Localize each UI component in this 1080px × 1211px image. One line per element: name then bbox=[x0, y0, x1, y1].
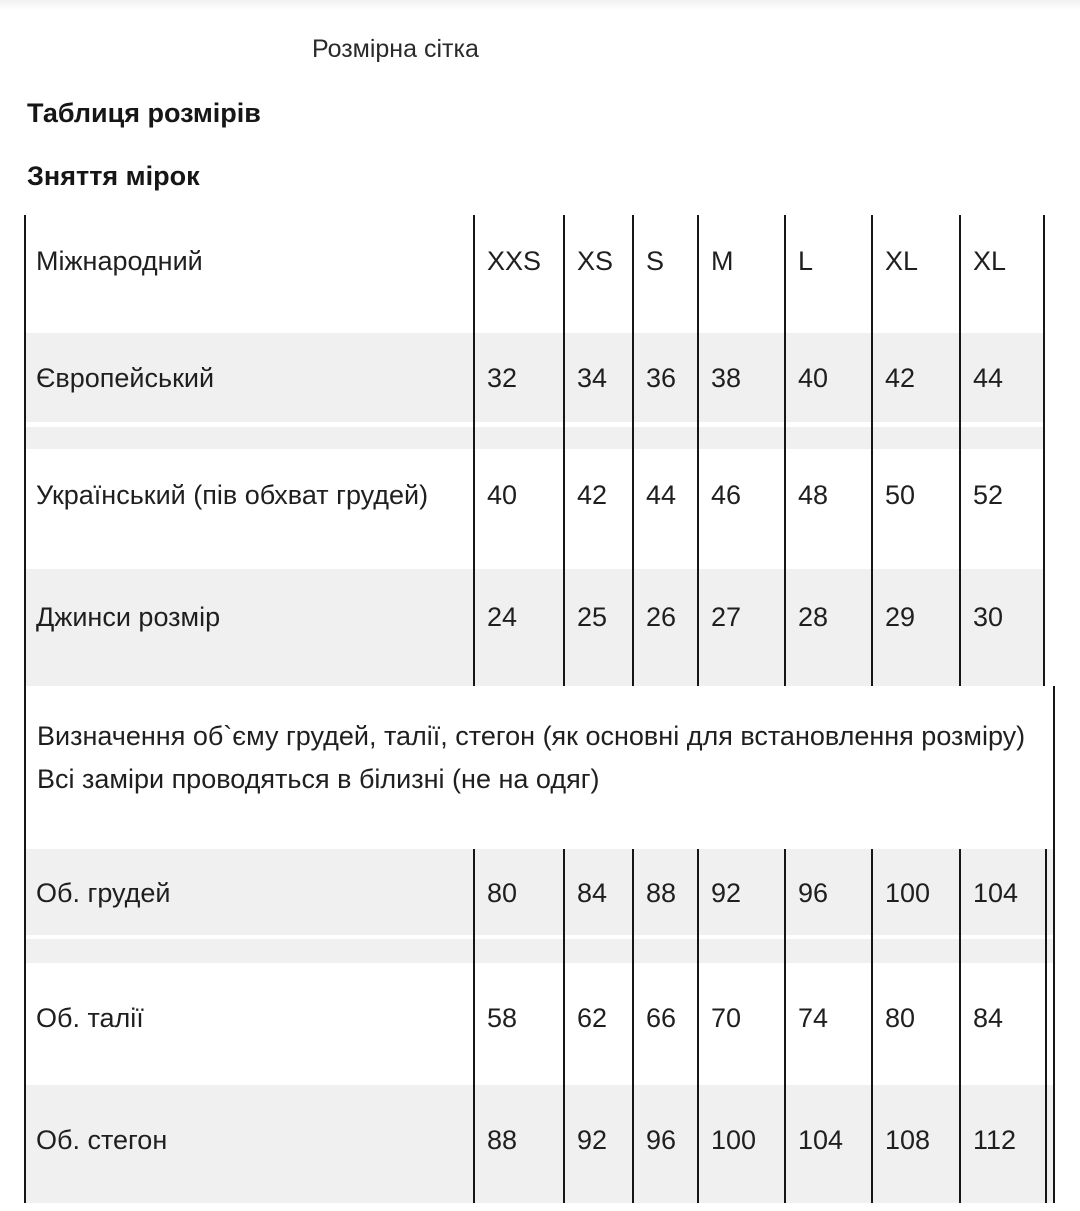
size-cell: 42 bbox=[871, 333, 959, 422]
measure-cell: 66 bbox=[632, 963, 697, 1085]
size-cell: 48 bbox=[784, 449, 871, 569]
size-cell: XS bbox=[563, 215, 632, 333]
row-label: Український (пів обхват грудей) bbox=[24, 449, 473, 569]
size-cell: 44 bbox=[632, 449, 697, 569]
size-cell: 36 bbox=[632, 333, 697, 422]
size-cell: XL bbox=[959, 215, 1045, 333]
size-cell: 32 bbox=[473, 333, 563, 422]
size-cell: 28 bbox=[784, 569, 871, 686]
measure-cell: 96 bbox=[784, 849, 871, 935]
spacer-cell bbox=[563, 939, 632, 963]
table-row-european bbox=[24, 333, 1045, 422]
row-label: Об. талії bbox=[24, 963, 473, 1085]
table-row-waist bbox=[24, 963, 1055, 1085]
size-cell: 46 bbox=[697, 449, 784, 569]
measure-cell: 104 bbox=[784, 1085, 871, 1203]
table-row-chest bbox=[24, 849, 1055, 935]
size-cell: S bbox=[632, 215, 697, 333]
size-cell: 24 bbox=[473, 569, 563, 686]
size-cell: 34 bbox=[563, 333, 632, 422]
row-label: Джинси розмір bbox=[24, 569, 473, 686]
size-cell: 26 bbox=[632, 569, 697, 686]
note-cell bbox=[24, 686, 1055, 849]
table-row-hips bbox=[24, 1085, 1055, 1203]
spacer-cell bbox=[473, 939, 563, 963]
spacer-cell bbox=[563, 427, 632, 449]
row-label: Об. грудей bbox=[24, 849, 473, 935]
spacer-cell bbox=[697, 427, 784, 449]
spacer-cell bbox=[784, 939, 871, 963]
spacer-cell bbox=[959, 939, 1045, 963]
measure-cell: 62 bbox=[563, 963, 632, 1085]
measurements-table bbox=[24, 686, 1055, 1203]
size-cell: L bbox=[784, 215, 871, 333]
measure-cell: 74 bbox=[784, 963, 871, 1085]
edge-cell bbox=[1045, 963, 1055, 1085]
edge-cell bbox=[1045, 849, 1055, 935]
spacer-cell bbox=[871, 939, 959, 963]
size-table bbox=[24, 215, 1045, 686]
size-cell: 27 bbox=[697, 569, 784, 686]
edge-cell bbox=[1045, 1085, 1055, 1203]
spacer-cell bbox=[871, 427, 959, 449]
measure-cell: 88 bbox=[632, 849, 697, 935]
note-line-2: Всі заміри проводяться в білизні (не на одяг) bbox=[37, 764, 600, 794]
size-cell: 29 bbox=[871, 569, 959, 686]
size-cell: M bbox=[697, 215, 784, 333]
measure-cell: 112 bbox=[959, 1085, 1045, 1203]
spacer-cell bbox=[697, 939, 784, 963]
size-cell: XXS bbox=[473, 215, 563, 333]
heading-measurements: Зняття мірок bbox=[27, 161, 200, 191]
spacer-cell bbox=[473, 427, 563, 449]
spacer-cell bbox=[1045, 939, 1055, 963]
size-cell: 40 bbox=[784, 333, 871, 422]
page-title: Розмірна сітка bbox=[312, 35, 479, 63]
note-line-1: Визначення об`єму грудей, талії, стегон (як основні для встановлення розміру) bbox=[37, 721, 1026, 751]
table-row-ukrainian bbox=[24, 449, 1045, 569]
spacer-row bbox=[24, 427, 1045, 449]
note-row bbox=[24, 686, 1055, 849]
spacer-row bbox=[24, 939, 1055, 963]
size-cell: 52 bbox=[959, 449, 1045, 569]
size-cell: 40 bbox=[473, 449, 563, 569]
size-cell: 42 bbox=[563, 449, 632, 569]
measure-cell: 80 bbox=[473, 849, 563, 935]
row-label: Міжнародний bbox=[24, 215, 473, 333]
spacer-cell bbox=[959, 427, 1045, 449]
measure-cell: 96 bbox=[632, 1085, 697, 1203]
heading-size-table: Таблиця розмірів bbox=[27, 98, 261, 128]
spacer-cell bbox=[24, 427, 473, 449]
table-row-international bbox=[24, 215, 1045, 333]
measure-cell: 108 bbox=[871, 1085, 959, 1203]
measure-cell: 84 bbox=[959, 963, 1045, 1085]
size-cell: 38 bbox=[697, 333, 784, 422]
row-label: Європейський bbox=[24, 333, 473, 422]
measure-cell: 84 bbox=[563, 849, 632, 935]
spacer-cell bbox=[632, 427, 697, 449]
row-label: Об. стегон bbox=[24, 1085, 473, 1203]
size-cell: 50 bbox=[871, 449, 959, 569]
size-cell: 25 bbox=[563, 569, 632, 686]
size-cell: 44 bbox=[959, 333, 1045, 422]
size-cell: 30 bbox=[959, 569, 1045, 686]
top-edge-shadow bbox=[0, 0, 1080, 10]
measure-cell: 70 bbox=[697, 963, 784, 1085]
measure-cell: 92 bbox=[563, 1085, 632, 1203]
size-cell: XL bbox=[871, 215, 959, 333]
spacer-cell bbox=[784, 427, 871, 449]
measure-cell: 100 bbox=[871, 849, 959, 935]
measure-cell: 100 bbox=[697, 1085, 784, 1203]
measure-cell: 88 bbox=[473, 1085, 563, 1203]
table-row-jeans bbox=[24, 569, 1045, 686]
measure-cell: 104 bbox=[959, 849, 1045, 935]
measure-cell: 92 bbox=[697, 849, 784, 935]
spacer-cell bbox=[632, 939, 697, 963]
measure-cell: 58 bbox=[473, 963, 563, 1085]
measure-cell: 80 bbox=[871, 963, 959, 1085]
spacer-cell bbox=[24, 939, 473, 963]
